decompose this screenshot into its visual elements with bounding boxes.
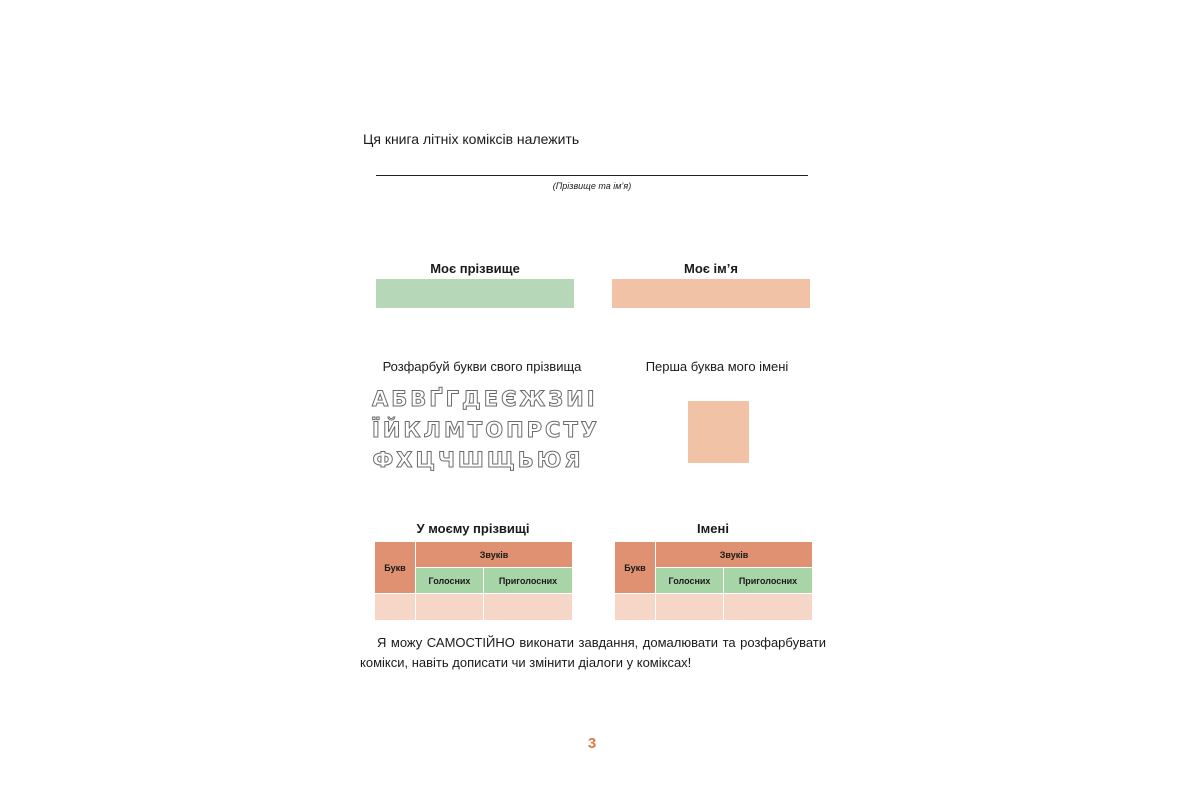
first-letter-heading: Перша буква мого імені (645, 359, 789, 374)
consonants-count-cell[interactable] (724, 594, 813, 621)
alphabet-row-1[interactable]: АБВҐГДЕЄЖЗИІ (372, 387, 598, 411)
self-statement-paragraph: Я можу САМОСТІЙНО виконати завдання, домалювати та розфарбувати комікси, навіть дописати чи змінити діалоги у коміксах! (360, 635, 826, 670)
consonants-header: Приголосних (724, 568, 813, 594)
surname-count-table (374, 541, 573, 621)
letters-count-cell[interactable] (615, 594, 656, 621)
letters-header: Букв (615, 542, 656, 594)
surname-label: Моє прізвище (430, 261, 520, 276)
consonants-header: Приголосних (484, 568, 573, 594)
name-table-title: Імені (697, 521, 729, 536)
name-field[interactable] (612, 279, 810, 308)
name-count-table (614, 541, 813, 621)
first-letter-box[interactable] (688, 401, 749, 463)
sounds-header: Звуків (656, 542, 813, 568)
owner-name-caption: (Прізвище та ім’я) (552, 181, 632, 191)
page-number: 3 (587, 735, 597, 752)
surname-table-title: У моєму прізвищі (416, 521, 530, 536)
sounds-header: Звуків (416, 542, 573, 568)
letters-count-cell[interactable] (375, 594, 416, 621)
consonants-count-cell[interactable] (484, 594, 573, 621)
coloring-heading: Розфарбуй букви свого прізвища (382, 359, 582, 374)
name-label: Моє ім’я (684, 261, 738, 276)
surname-field[interactable] (376, 279, 574, 308)
alphabet-row-3[interactable]: ФХЦЧШЩЬЮЯ (372, 448, 584, 472)
alphabet-row-2[interactable]: ЇЙКЛМТОПРСТУ (372, 418, 600, 442)
letters-header: Букв (375, 542, 416, 594)
owner-label: Ця книга літніх коміксів належить (363, 131, 580, 147)
vowels-header: Голосних (656, 568, 724, 594)
vowels-header: Голосних (416, 568, 484, 594)
vowels-count-cell[interactable] (656, 594, 724, 621)
owner-name-line[interactable] (376, 175, 808, 176)
vowels-count-cell[interactable] (416, 594, 484, 621)
